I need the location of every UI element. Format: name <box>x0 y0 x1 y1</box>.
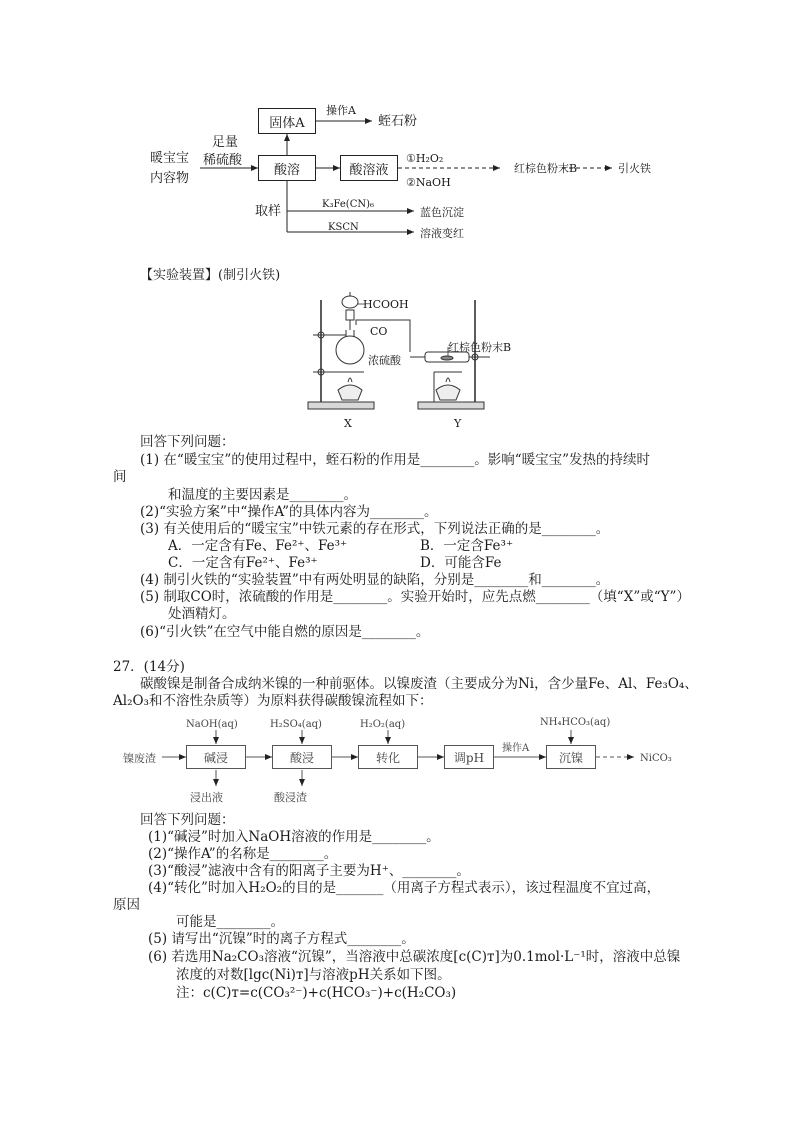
left-label-1: 暖宝宝 <box>150 151 190 166</box>
flow2-product: NiCO₃ <box>640 753 672 764</box>
q27-intro-2: Al₂O₃和不溶性杂质等）为原料获得碳酸镍流程如下： <box>113 693 433 709</box>
blue-ppt-label: 蓝色沉淀 <box>420 206 464 219</box>
q27-intro-q: 回答下列问题： <box>140 812 235 828</box>
box-acid-dissolve: 酸溶 <box>258 155 316 181</box>
q26-q2: (2)“实验方案”中“操作A”的具体内容为________。 <box>140 504 438 520</box>
q27-intro-1: 碳酸镍是制备合成纳米镍的一种前驱体。以镍废渣（主要成分为Ni，含少量Fe、Al、Fe₃O₄、 <box>140 676 698 692</box>
box-solid-a: 固体A <box>258 108 316 134</box>
step-1-label: ①H₂O₂ <box>406 152 444 165</box>
box-acid-solution: 酸溶液 <box>340 155 398 181</box>
box-adjust-ph: 调pH <box>444 745 494 769</box>
left-label-2: 内容物 <box>150 171 190 186</box>
powder-label: 红棕色粉末B <box>448 341 512 354</box>
reagent-label-1: 足量 <box>212 135 239 150</box>
flow2-nh4hco3: NH₄HCO₃(aq) <box>540 717 611 728</box>
red-powder-label: 红棕色粉末B <box>514 162 578 175</box>
q26-q6: (6)“引火铁”在空气中能自燃的原因是________。 <box>140 624 430 640</box>
q26-q3-option-d: D．可能含Fe <box>420 555 502 571</box>
flow2-start: 镍废渣 <box>123 752 156 765</box>
q27-q2: (2)“操作A”的名称是________。 <box>148 846 338 862</box>
q26-q5-line2: 处酒精灯。 <box>168 606 236 622</box>
reagent-label-2: 稀硫酸 <box>203 153 243 168</box>
q27-q4-line2: 原因 <box>113 897 140 913</box>
q26-q1-line2: 间 <box>113 469 127 485</box>
label-y: Y <box>454 417 462 430</box>
h2so4-label: 浓硫酸 <box>368 354 401 367</box>
hcooh-label: HCOOH <box>363 298 409 311</box>
q27-q6-line2: 浓度的对数[lgc(Ni)ᴛ]与溶液pH关系如下图。 <box>176 967 451 983</box>
q27-q1: (1)“碱浸”时加入NaOH溶液的作用是________。 <box>148 829 440 845</box>
q26-intro: 回答下列问题： <box>140 434 235 450</box>
q27-q6-note: 注：c(C)ᴛ=c(CO₃²⁻)+c(HCO₃⁻)+c(H₂CO₃) <box>176 985 457 1001</box>
flow2-residue: 酸浸渣 <box>274 791 307 804</box>
label-x: X <box>344 417 352 430</box>
q26-q3-option-c: C．一定含有Fe²⁺、Fe³⁺ <box>168 555 318 571</box>
box-precipitate: 沉镍 <box>546 745 596 769</box>
box-acid-leach: 酸浸 <box>272 745 332 769</box>
step-2-label: ②NaOH <box>406 176 451 189</box>
sample-label: 取样 <box>255 204 282 219</box>
q26-q1-line3: 和温度的主要因素是________。 <box>168 487 357 503</box>
co-label: CO <box>370 325 388 338</box>
flow2-naoh: NaOH(aq) <box>186 719 238 730</box>
q26-q3-option-a: A．一定含有Fe、Fe²⁺、Fe³⁺ <box>168 538 348 554</box>
q27-q3: (3)“酸浸”滤液中含有的阳离子主要为H⁺、________。 <box>148 863 470 879</box>
red-solution-label: 溶液变红 <box>420 227 464 240</box>
q27-q4-line3: 可能是________。 <box>176 914 284 930</box>
flow2-op-a: 操作A <box>502 743 530 754</box>
k3fe-label: K₃Fe(CN)₆ <box>322 199 375 210</box>
vermiculite-label: 蛭石粉 <box>378 114 418 129</box>
q26-q4: (4) 制引火铁的“实验装置”中有两处明显的缺陷，分别是________和________。 <box>140 572 610 588</box>
q26-q5-line1: (5) 制取CO时，浓硫酸的作用是________。实验开始时，应先点燃________（填“X”或“Y”） <box>140 589 690 605</box>
q27-q4-line1: (4)“转化”时加入H₂O₂的目的是_______（用离子方程式表示），该过程温度不宜过高， <box>148 880 661 896</box>
op-a-label: 操作A <box>326 104 356 117</box>
ignite-iron-label: 引火铁 <box>618 162 651 175</box>
q26-q3-option-b: B．一定含Fe³⁺ <box>420 538 514 554</box>
kscn-label: KSCN <box>328 222 359 233</box>
flow2-leachate: 浸出液 <box>190 791 223 804</box>
q27-q5: (5) 请写出“沉镍”时的离子方程式________。 <box>148 931 415 947</box>
box-alkali-leach: 碱浸 <box>186 745 246 769</box>
flow2-h2o2: H₂O₂(aq) <box>360 719 406 730</box>
box-convert: 转化 <box>358 745 418 769</box>
flow2-h2so4: H₂SO₄(aq) <box>270 719 322 730</box>
apparatus-title: 【实验装置】(制引火铁) <box>140 268 281 283</box>
q26-q3: (3) 有关使用后的“暖宝宝”中铁元素的存在形式，下列说法正确的是________。 <box>140 521 610 537</box>
q27-header: 27．(14分) <box>113 659 185 675</box>
q26-q1-line1: (1) 在“暖宝宝”的使用过程中，蛭石粉的作用是________。影响“暖宝宝”发热的持续时 <box>140 452 651 468</box>
q27-q6-line1: (6) 若选用Na₂CO₃溶液“沉镍”，当溶液中总碳浓度[c(C)ᴛ]为0.1mol·L⁻¹时，溶液中总镍 <box>148 949 681 965</box>
